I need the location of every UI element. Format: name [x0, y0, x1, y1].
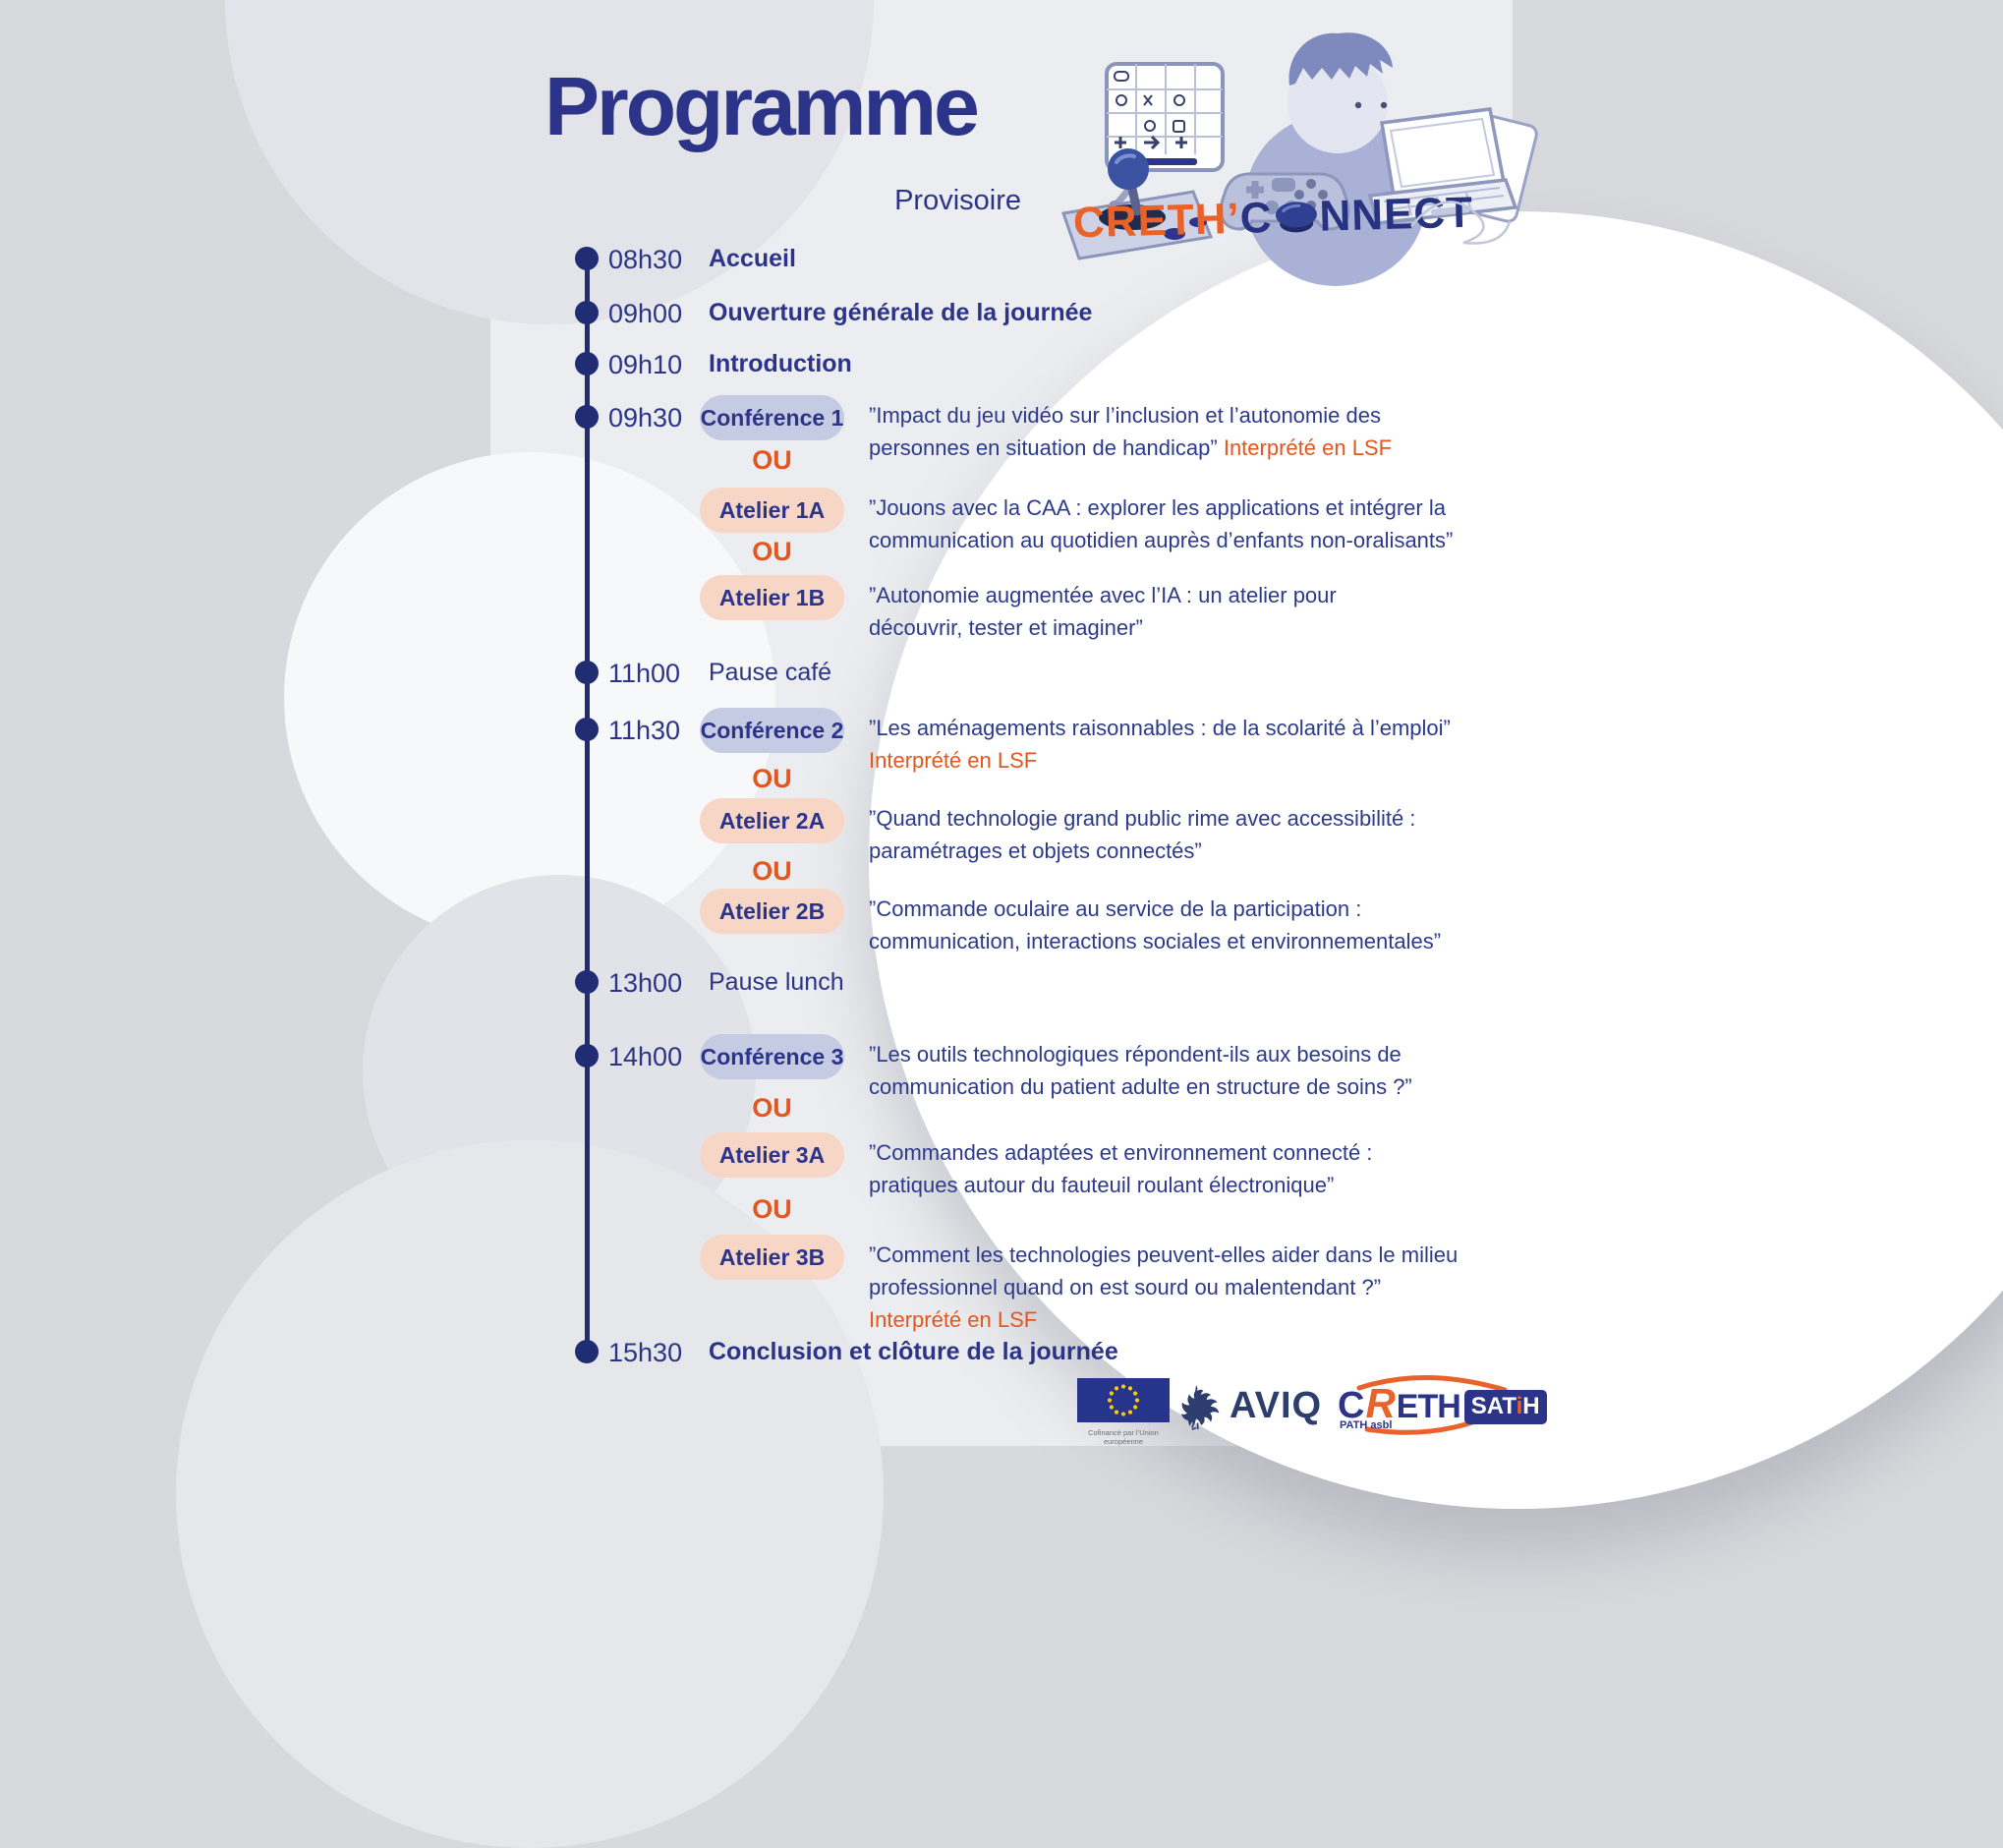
timeline-time: 15h30: [608, 1338, 683, 1367]
or-separator: OU: [752, 1093, 792, 1123]
timeline-time: 09h00: [608, 299, 683, 328]
program-poster: [490, 0, 1540, 1446]
wordmark-nnect: NNECT: [1318, 188, 1474, 241]
eu-caption: Cofinancé par l’Union européenne: [1088, 1428, 1159, 1446]
timeline-dot: [575, 1044, 599, 1068]
badge-atelier-1b: Atelier 1B: [700, 575, 844, 620]
or-separator: OU: [752, 445, 792, 475]
timeline-event-label: Introduction: [709, 350, 852, 377]
timeline-time: 11h00: [608, 659, 681, 688]
badge-atelier-2a: Atelier 2A: [700, 798, 844, 843]
timeline-dot: [575, 247, 599, 270]
timeline-dot: [575, 301, 599, 324]
timeline-time: 13h00: [608, 968, 683, 998]
badge-atelier-3a: Atelier 3A: [700, 1132, 844, 1178]
timeline-dot: [575, 352, 599, 375]
session-description: ”Autonomie augmentée avec l’IA : un atelier pour découvrir, tester et imaginer”: [869, 583, 1337, 640]
session-description: ”Commande oculaire au service de la participation : communication, interactions sociales et environnementales”: [869, 896, 1442, 953]
timeline-time: 11h30: [608, 716, 681, 745]
timeline-event-label: Pause lunch: [709, 968, 844, 996]
creth-connect-logo: [1046, 25, 1513, 256]
creth-eth: ETH: [1396, 1388, 1460, 1425]
creth-r: R: [1365, 1380, 1396, 1426]
or-separator: OU: [752, 856, 792, 886]
badge-atelier-1a: Atelier 1A: [700, 488, 844, 533]
aac-tablet-icon: [1107, 64, 1223, 212]
walloon-rooster-icon: [1176, 1378, 1226, 1433]
session-description: ”Jouons avec la CAA : explorer les applications et intégrer la communication au quotidien auprès d’enfants non-oralisants”: [869, 495, 1454, 552]
wordmark-creth: CRETH’: [1072, 194, 1241, 248]
creth-c: C: [1338, 1385, 1365, 1426]
timeline-dot: [575, 970, 599, 994]
session-description: ”Impact du jeu vidéo sur l’inclusion et l’autonomie des personnes en situation de handicap” Interprété en LSF: [869, 403, 1393, 460]
path-asbl-label: PATH asbl: [1340, 1419, 1393, 1431]
timeline-dot: [575, 1340, 599, 1363]
eu-flag-logo: [1077, 1378, 1170, 1446]
eu-flag-icon: [1077, 1378, 1170, 1422]
badge-conference-2: Conférence 2: [700, 708, 844, 753]
wordmark-c: C: [1239, 194, 1274, 243]
or-separator: OU: [752, 764, 792, 793]
session-description: ”Les aménagements raisonnables : de la scolarité à l’emploi” Interprété en LSF: [869, 712, 1503, 777]
satih-i: i: [1516, 1393, 1523, 1419]
timeline-event-label: Pause café: [709, 659, 832, 686]
lsf-note: Interprété en LSF: [869, 748, 1038, 773]
page-title: Programme: [544, 60, 977, 152]
timeline-event-label: Conclusion et clôture de la journée: [709, 1338, 1118, 1365]
session-description: ”Quand technologie grand public rime avec accessibilité : paramétrages et objets connectés”: [869, 806, 1416, 863]
timeline-time: 09h30: [608, 403, 683, 433]
timeline-dot: [575, 661, 599, 684]
creth-satih-logo: [1332, 1372, 1540, 1437]
timeline-time: 09h10: [608, 350, 683, 379]
timeline-time: 08h30: [608, 245, 683, 274]
page-subtitle: Provisoire: [894, 185, 1021, 216]
timeline-time: 14h00: [608, 1042, 683, 1071]
lsf-note: Interprété en LSF: [869, 1307, 1038, 1332]
or-separator: OU: [752, 1194, 792, 1224]
timeline-dot: [575, 405, 599, 429]
bg-circle: [225, 0, 874, 324]
badge-atelier-3b: Atelier 3B: [700, 1235, 844, 1280]
satih-badge: SATiH: [1464, 1390, 1547, 1424]
timeline-event-label: Accueil: [709, 245, 796, 272]
aviq-logo: [1176, 1378, 1322, 1433]
lsf-note: Interprété en LSF: [1223, 435, 1393, 460]
cable-squiggle: [1409, 182, 1513, 260]
switch-button-icon: [1273, 198, 1319, 236]
or-separator: OU: [752, 537, 792, 566]
badge-conference-1: Conférence 1: [700, 395, 844, 440]
session-description: ”Les outils technologiques répondent-ils aux besoins de communication du patient adulte en structure de soins ?”: [869, 1042, 1412, 1099]
timeline-event-label: Ouverture générale de la journée: [709, 299, 1093, 326]
session-description: ”Commandes adaptées et environnement connecté : pratiques autour du fauteuil roulant électronique”: [869, 1140, 1373, 1197]
badge-conference-3: Conférence 3: [700, 1034, 844, 1079]
session-description: ”Comment les technologies peuvent-elles aider dans le milieu professionnel quand on est sourd ou malentendant ?” Interprété en LSF: [869, 1239, 1503, 1336]
badge-atelier-2b: Atelier 2B: [700, 889, 844, 934]
aviq-label: AVIQ: [1230, 1384, 1323, 1426]
timeline-dot: [575, 718, 599, 741]
